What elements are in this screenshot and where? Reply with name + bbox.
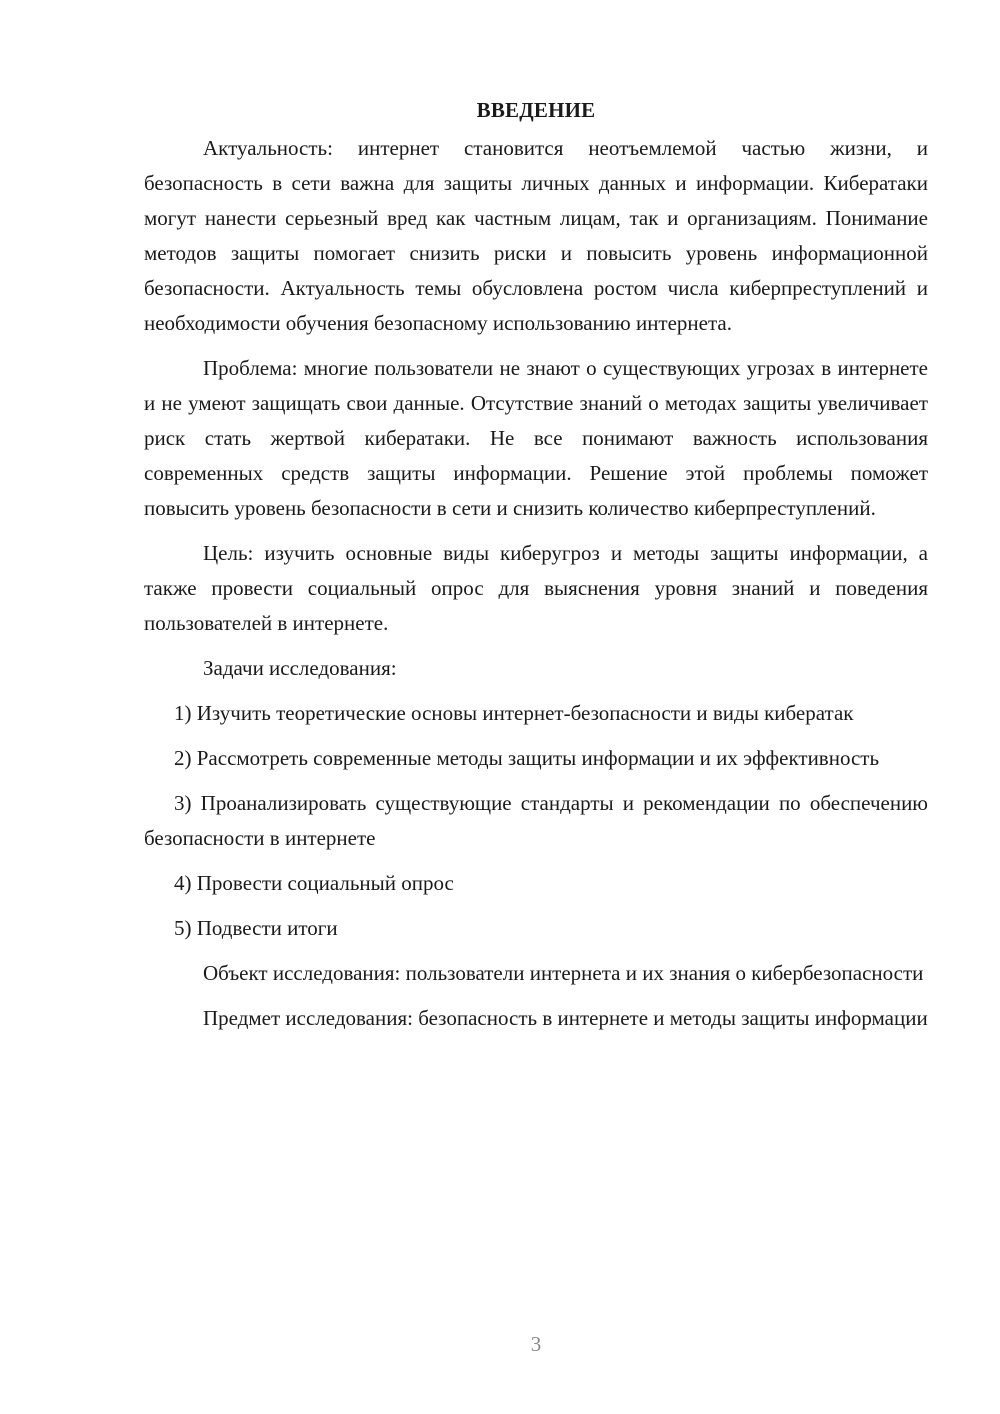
section-title: ВВЕДЕНИЕ	[476, 98, 596, 122]
task-item-4: 4) Провести социальный опрос	[174, 871, 454, 895]
page-number: 3	[530, 1332, 542, 1356]
document-page	[144, 95, 928, 1046]
relevance-paragraph: Актуальность: интернет становится неотъемлемой частью жизни, и безопасность в сети важна для защиты личных данных и информации. Кибератаки могут нанести серьезный вред как частным лицам, так и организациям. Понимание методов защиты помогает снизить риски и повысить уровень информационной безопасности. Актуальность темы обусловлена ростом числа киберпреступлений и необходимости обучения безопасному использованию интернета.	[144, 136, 928, 335]
problem-paragraph: Проблема: многие пользователи не знают о существующих угрозах в интернете и не умеют защищать свои данные. Отсутствие знаний о методах защиты увеличивает риск стать жертвой кибератаки. Не все понимают важность использования современных средств защиты информации. Решение этой проблемы поможет повысить уровень безопасности в сети и снизить количество киберпреступлений.	[144, 356, 928, 520]
task-item-1: 1) Изучить теоретические основы интернет-безопасности и виды кибератак	[174, 701, 854, 725]
task-item-2: 2) Рассмотреть современные методы защиты информации и их эффективность	[174, 746, 880, 770]
task-item-3: 3) Проанализировать существующие стандарты и рекомендации по обеспечению безопасности в интернете	[144, 791, 928, 850]
research-object-paragraph: Объект исследования: пользователи интернета и их знания о кибербезопасности	[203, 961, 924, 985]
tasks-heading: Задачи исследования:	[203, 656, 397, 680]
goal-paragraph: Цель: изучить основные виды киберугроз и методы защиты информации, а также провести социальный опрос для выяснения уровня знаний и поведения пользователей в интернете.	[144, 541, 928, 635]
task-item-5: 5) Подвести итоги	[174, 916, 338, 940]
research-subject-paragraph: Предмет исследования: безопасность в интернете и методы защиты информации	[203, 1006, 928, 1030]
